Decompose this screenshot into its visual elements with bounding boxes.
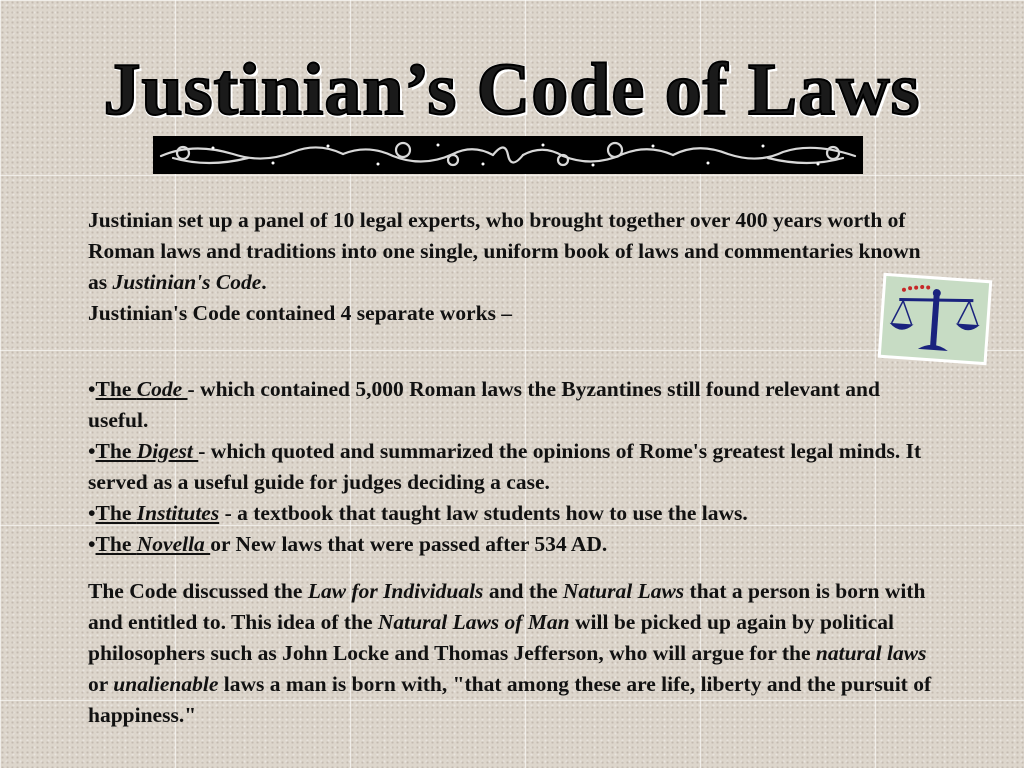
bullet: •: [88, 439, 96, 463]
closing-italic: Natural Laws: [562, 579, 685, 603]
main-content: [88, 205, 938, 731]
work-desc: - which contained 5,000 Roman laws the Byzantines still found relevant and useful.: [88, 377, 880, 432]
closing-italic: natural laws: [815, 641, 927, 665]
works-list-item: [88, 529, 938, 560]
work-desc: - which quoted and summarized the opinions of Rome's greatest legal minds. It served as a useful guide for judges deciding a case.: [88, 439, 922, 494]
works-list-item: [88, 498, 938, 529]
closing-text: and the: [483, 579, 563, 603]
ornamental-scroll-divider: [153, 136, 863, 174]
intro-works-line: Justinian's Code contained 4 separate works –: [88, 301, 513, 325]
work-desc: or New laws that were passed after 534 AD.: [210, 532, 608, 556]
work-the: The: [95, 439, 137, 463]
bullet: •: [88, 532, 96, 556]
closing-text: will be picked up again by political philosophers such as John Locke and Thomas Jefferson, who will argue for the: [88, 610, 894, 665]
closing-text: The Code discussed the: [88, 579, 308, 603]
work-the: The: [95, 377, 137, 401]
intro-text: Justinian set up a panel of 10 legal experts, who brought together over 400 years worth of Roman laws and traditions into one single, uniform book of laws and commentaries known as: [88, 208, 921, 294]
code-name: Justinian's Code: [112, 270, 262, 294]
work-name: Institutes: [136, 501, 220, 525]
closing-text: laws a man is born with, "that among these are life, liberty and the pursuit of happiness.": [88, 672, 932, 727]
page-title: Justinian’s Code of Laws: [103, 49, 921, 131]
bullet: •: [88, 501, 96, 525]
intro-paragraph: [88, 205, 938, 329]
works-list-item: [88, 436, 938, 498]
closing-italic: Law for Individuals: [307, 579, 484, 603]
closing-paragraph: [88, 576, 938, 731]
closing-text: or: [88, 672, 114, 696]
closing-italic: unalienable: [113, 672, 219, 696]
closing-text: that a person is born with and entitled to. This idea of the: [88, 579, 926, 634]
works-list-item: [88, 374, 938, 436]
bullet: •: [88, 377, 96, 401]
intro-period: .: [261, 270, 267, 294]
work-the: The: [95, 532, 137, 556]
work-name: Novella: [136, 532, 211, 556]
work-name: Digest: [136, 439, 199, 463]
work-the: The: [95, 501, 137, 525]
closing-italic: Natural Laws of Man: [377, 610, 570, 634]
work-name: Code: [136, 377, 188, 401]
work-desc: - a textbook that taught law students how to use the laws.: [219, 501, 748, 525]
